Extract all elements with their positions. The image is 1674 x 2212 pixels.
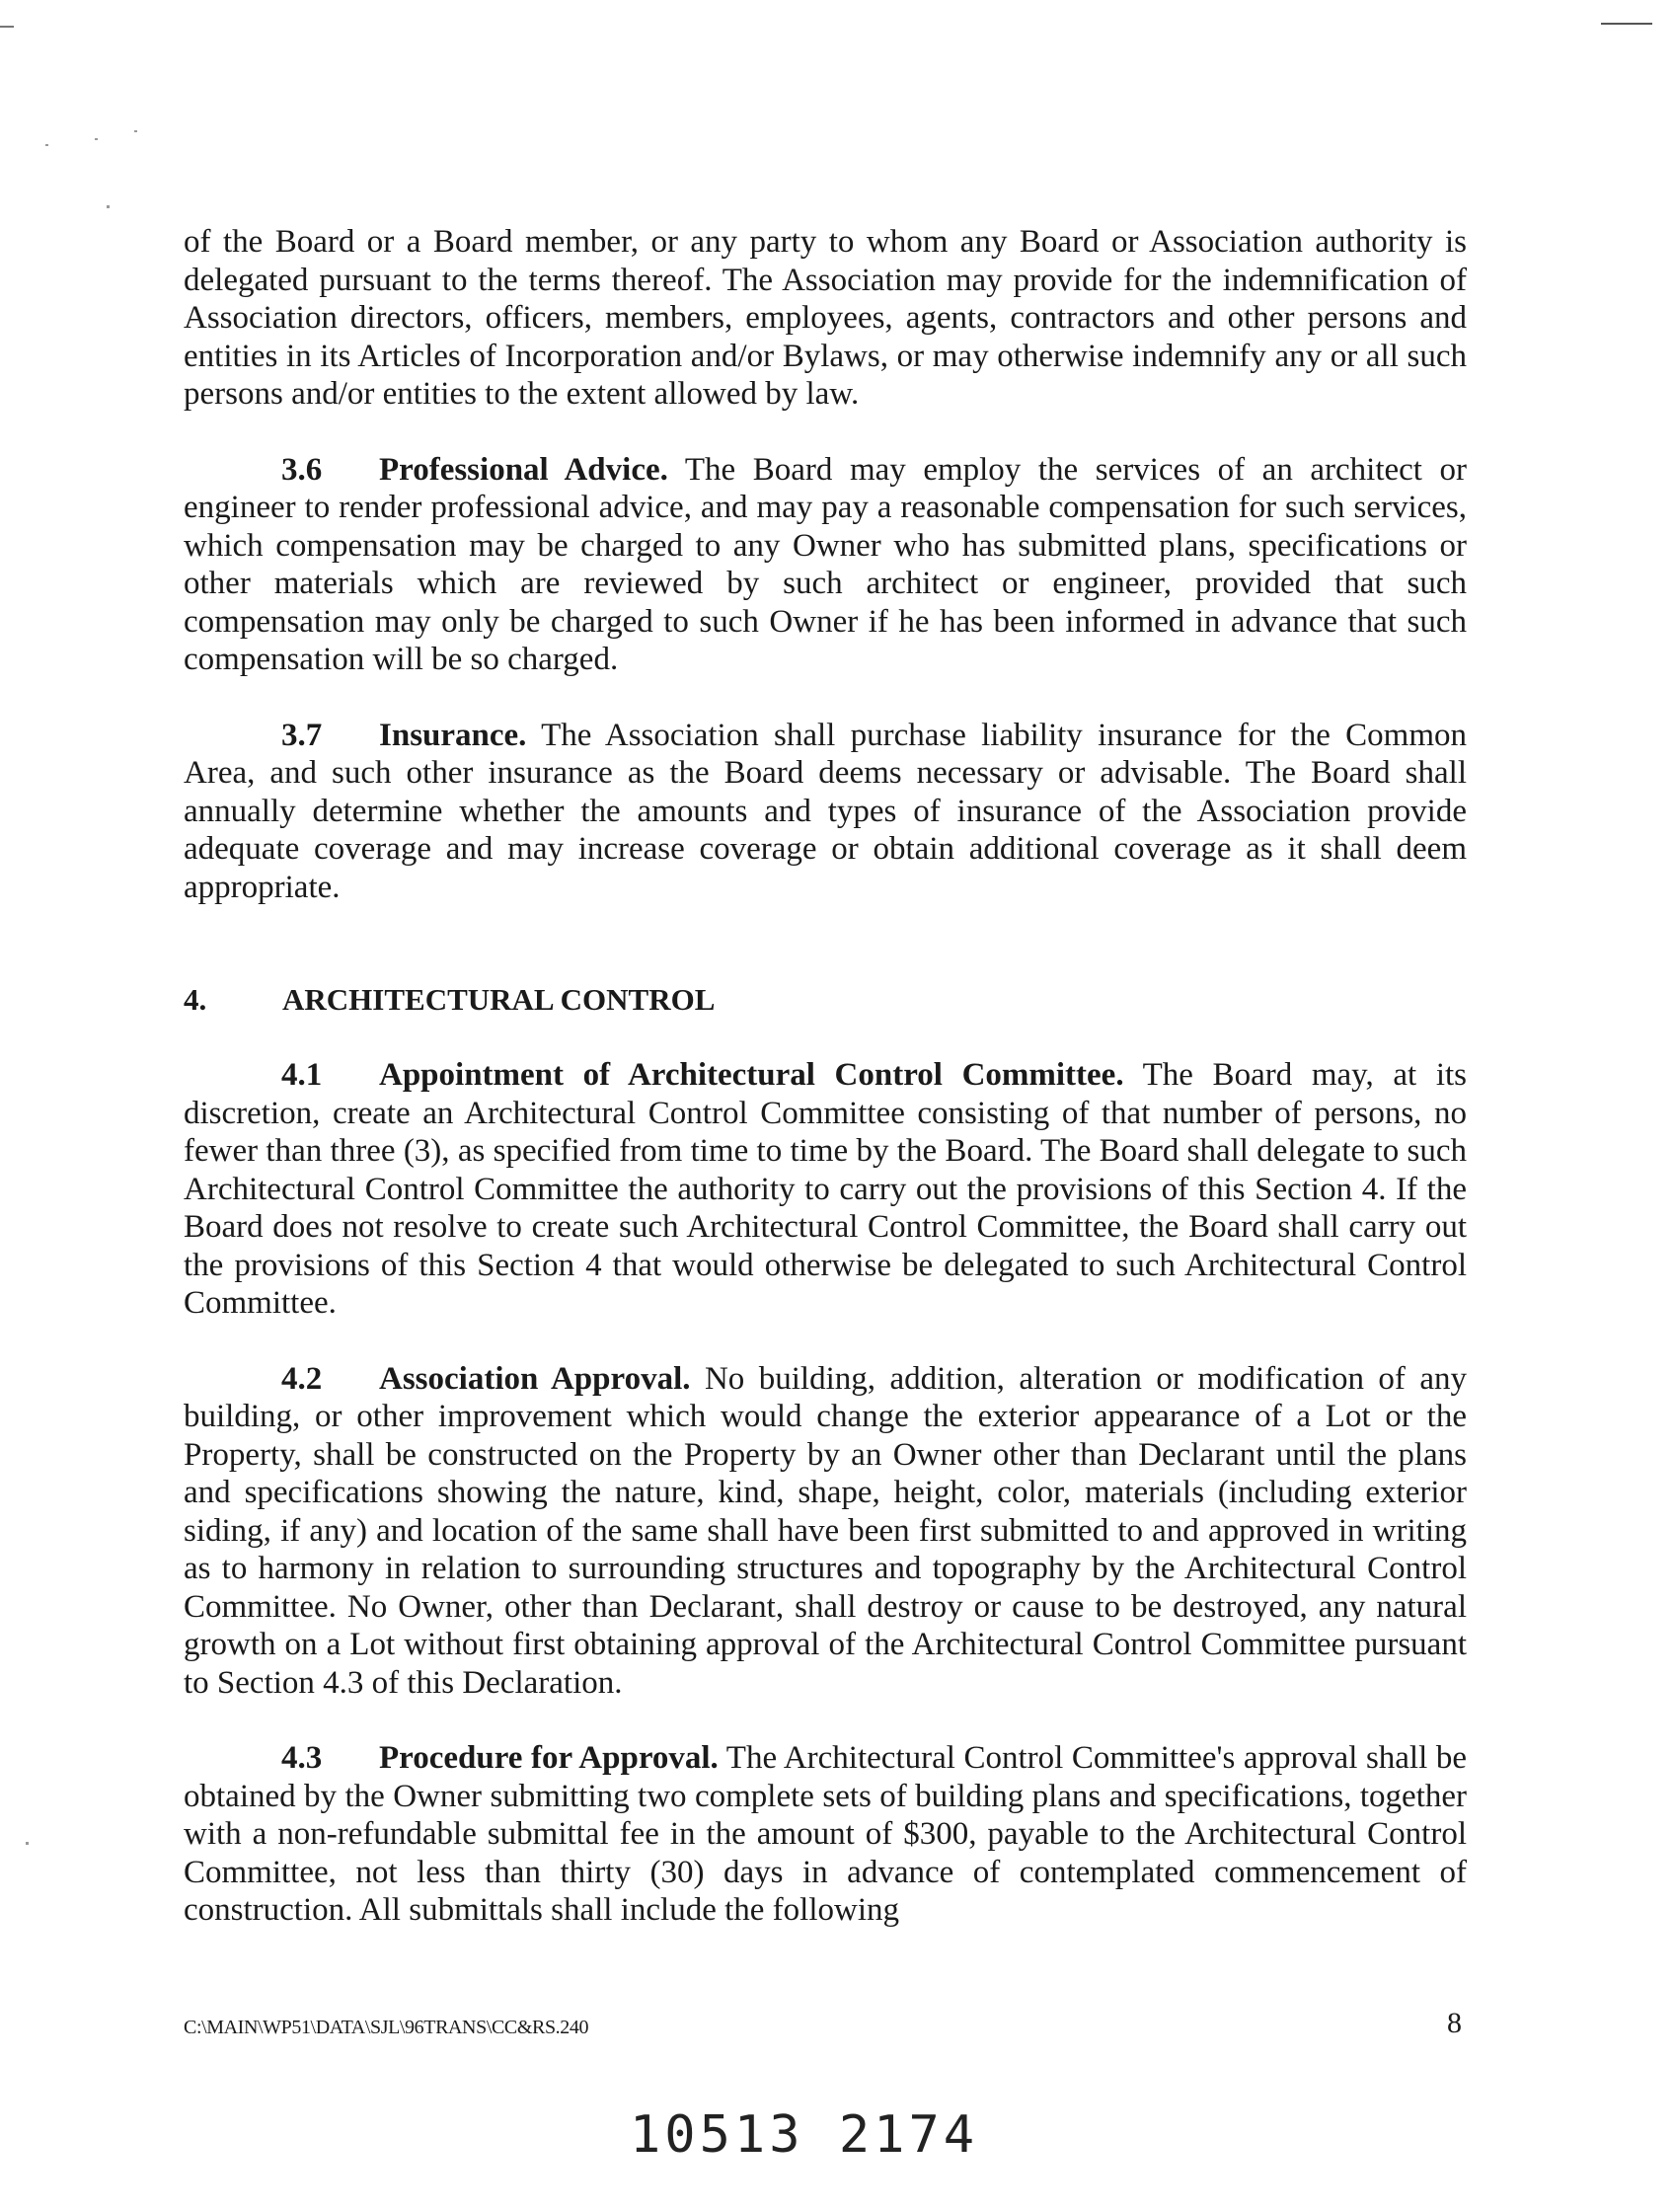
- heading-title: ARCHITECTURAL CONTROL: [282, 982, 716, 1017]
- scan-speck: [95, 138, 98, 140]
- scan-artifact-line: [0, 26, 14, 28]
- section-4-3: [184, 1739, 1467, 1930]
- page-number: 8: [1447, 2007, 1462, 2039]
- section-text: No building, addition, alteration or modification of any building, or other improvement which would change the exterior appearance of a Lot or the Property, shall be constructed on the Property by an Owner other than Declarant until the plans and specifications showing the nature, kind, shape, height, color, materials (including exterior siding, if any) and location of the same shall have been first submitted to and approved in writing as to harmony in relation to surrounding structures and topography by the Architectural Control Committee. No Owner, other than Declarant, shall destroy or cause to be destroyed, any natural growth on a Lot without first obtaining approval of the Architectural Control Committee pursuant to Section 4.3 of this Declaration.: [184, 1360, 1468, 1701]
- scan-artifact-line: [1601, 23, 1652, 25]
- section-title: Insurance.: [379, 717, 527, 753]
- section-title: Appointment of Architectural Control Committee.: [379, 1057, 1124, 1093]
- recording-stamp-number: 10513 2174: [630, 2105, 979, 2165]
- scan-speck: [107, 205, 110, 208]
- section-text: The Association shall purchase liability insurance for the Common Area, and such other insurance as the Board deems necessary or advisable. The Board shall annually determine whether the amounts and types of insurance of the Association provide adequate coverage and may increase coverage or obtain additional coverage as it shall deem appropriate.: [184, 717, 1467, 905]
- section-number: 3.7: [281, 717, 323, 753]
- continuation-paragraph: of the Board or a Board member, or any party to whom any Board or Association authority is delegated pursuant to the terms thereof. The Association may provide for the indemnification of Association directors, officers, members, employees, agents, contractors and other persons and entities in its Articles of Incorporation and/or Bylaws, or may otherwise indemnify any or all such persons and/or entities to the extent allowed by law.: [184, 224, 1467, 412]
- heading-number: 4.: [184, 982, 207, 1017]
- scan-speck: [26, 1842, 29, 1845]
- section-title: Professional Advice.: [379, 451, 668, 488]
- section-text: The Board may, at its discretion, create an Architectural Control Committee consisting of that number of persons, no fewer than three (3), as specified from time to time by the Board. The Board shall delegate to such Architectural Control Committee the authority to carry out the provisions of this Section 4. If the Board does not resolve to create such Architectural Control Committee, the Board shall carry out the provisions of this Section 4 that would otherwise be delegated to such Architectural Control Committee.: [184, 1057, 1467, 1321]
- scan-speck: [134, 130, 137, 132]
- section-number: 4.2: [281, 1360, 323, 1397]
- section-number: 4.1: [281, 1057, 323, 1093]
- section-number: 3.6: [281, 451, 323, 488]
- section-4-1: [184, 1056, 1467, 1323]
- section-text: The Board may employ the services of an architect or engineer to render professional advice, and may pay a reasonable compensation for such services, which compensation may be charged to any Owner who has submitted plans, specifications or other materials which are reviewed by such architect or engineer, provided that such compensation may only be charged to such Owner if he has been informed in advance that such compensation will be so charged.: [184, 451, 1468, 677]
- section-title: Procedure for Approval.: [379, 1740, 719, 1776]
- footer-file-path: C:\MAIN\WP51\DATA\SJL\96TRANS\CC&RS.240: [184, 2017, 589, 2038]
- section-4-heading: [184, 981, 1467, 1019]
- section-title: Association Approval.: [379, 1360, 691, 1397]
- section-4-2: [184, 1360, 1467, 1703]
- section-text: The Architectural Control Committee's approval shall be obtained by the Owner submitting two complete sets of building plans and specifications, together with a non-refundable submittal fee in the amount of $300, payable to the Architectural Control Committee, not less than thirty (30) days in advance of contemplated commencement of construction. All submittals shall include the following: [184, 1740, 1467, 1928]
- document-body: [184, 223, 1467, 1930]
- scan-speck: [45, 144, 48, 146]
- section-3-6: [184, 451, 1467, 679]
- section-3-7: [184, 717, 1467, 907]
- section-number: 4.3: [281, 1740, 323, 1776]
